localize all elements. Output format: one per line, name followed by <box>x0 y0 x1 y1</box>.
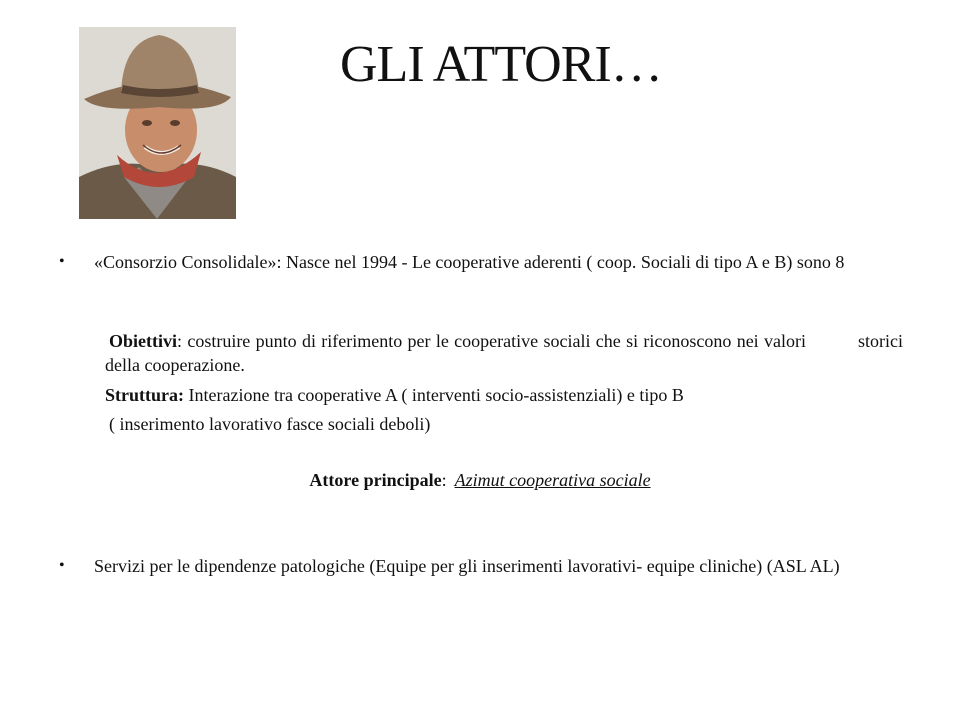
obiettivi-label: Obiettivi <box>109 331 177 351</box>
obiettivi-text-cont: storici della cooperazione. <box>105 331 903 375</box>
attore-separator: : <box>441 470 447 490</box>
bullet-marker: • <box>59 557 65 574</box>
bullet-marker: • <box>59 253 65 270</box>
servizi-item: Servizi per le dipendenze patologiche (Equipe per gli inserimenti lavorativi- equipe cliniche) (ASL AL) <box>94 556 840 576</box>
azimut-link[interactable]: Azimut cooperativa sociale <box>454 470 651 490</box>
struttura-paragraph <box>105 383 903 407</box>
obiettivi-text: : costruire punto di riferimento per le cooperative sociali che si riconoscono nei valori <box>177 331 806 351</box>
consorzio-item: «Consorzio Consolidale»: Nasce nel 1994 - Le cooperative aderenti ( coop. Sociali di tipo A e B) sono 8 <box>94 252 845 272</box>
struttura-continuation: ( inserimento lavorativo fasce sociali deboli) <box>109 414 431 434</box>
cowboy-portrait-photo <box>79 27 236 219</box>
page-title: GLI ATTORI… <box>340 36 662 93</box>
struttura-text: Interazione tra cooperative A ( interventi socio-assistenziali) e tipo B <box>184 385 684 405</box>
attore-paragraph <box>0 468 960 492</box>
struttura-label: Struttura: <box>105 385 184 405</box>
attore-label: Attore principale <box>309 470 442 490</box>
obiettivi-paragraph <box>105 329 903 377</box>
